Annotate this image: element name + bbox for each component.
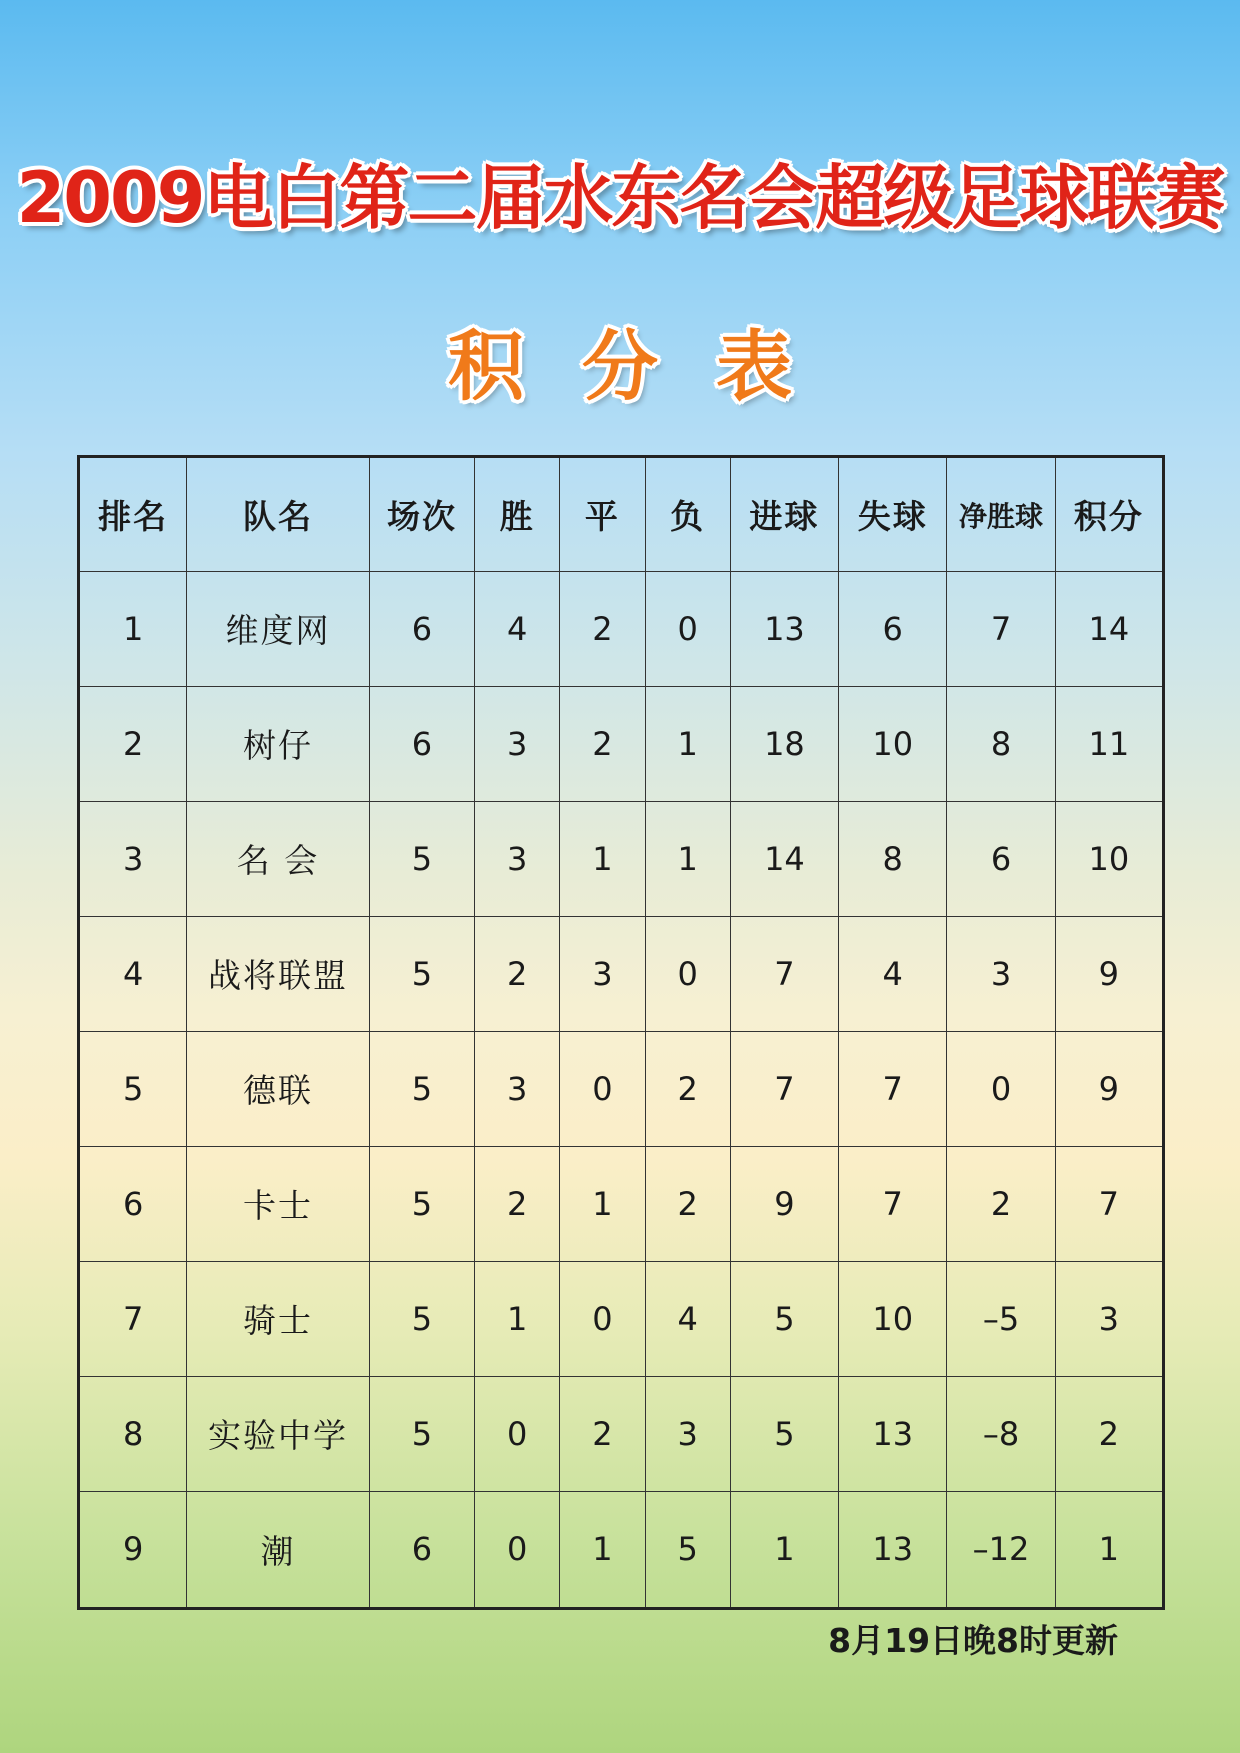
goal-difference-cell: 7 <box>947 572 1055 687</box>
played-cell: 5 <box>369 1146 474 1261</box>
rank-cell: 8 <box>79 1376 187 1491</box>
team-cell: 实验中学 <box>187 1376 370 1491</box>
drawn-cell: 1 <box>560 1491 645 1608</box>
drawn-cell: 0 <box>560 1261 645 1376</box>
lost-cell: 1 <box>645 801 730 916</box>
points-cell: 3 <box>1055 1261 1163 1376</box>
goals-for-cell: 5 <box>730 1376 838 1491</box>
header-drawn: 平 <box>560 457 645 572</box>
played-cell: 6 <box>369 686 474 801</box>
goals-for-cell: 7 <box>730 1031 838 1146</box>
points-cell: 9 <box>1055 916 1163 1031</box>
drawn-cell: 3 <box>560 916 645 1031</box>
header-goal-difference: 净胜球 <box>947 457 1055 572</box>
points-cell: 7 <box>1055 1146 1163 1261</box>
lost-cell: 5 <box>645 1491 730 1608</box>
rank-cell: 2 <box>79 686 187 801</box>
drawn-cell: 2 <box>560 572 645 687</box>
goals-against-cell: 10 <box>839 686 947 801</box>
goals-against-cell: 7 <box>839 1146 947 1261</box>
lost-cell: 2 <box>645 1146 730 1261</box>
goals-for-cell: 9 <box>730 1146 838 1261</box>
table-row <box>79 916 1164 1031</box>
points-cell: 10 <box>1055 801 1163 916</box>
rank-cell: 5 <box>79 1031 187 1146</box>
won-cell: 0 <box>475 1376 560 1491</box>
points-cell: 2 <box>1055 1376 1163 1491</box>
goals-for-cell: 7 <box>730 916 838 1031</box>
rank-cell: 4 <box>79 916 187 1031</box>
lost-cell: 3 <box>645 1376 730 1491</box>
won-cell: 2 <box>475 916 560 1031</box>
team-cell: 树仔 <box>187 686 370 801</box>
drawn-cell: 2 <box>560 686 645 801</box>
standings-table <box>77 455 1165 1610</box>
goal-difference-cell: 6 <box>947 801 1055 916</box>
header-lost: 负 <box>645 457 730 572</box>
rank-cell: 1 <box>79 572 187 687</box>
played-cell: 5 <box>369 1261 474 1376</box>
played-cell: 5 <box>369 916 474 1031</box>
won-cell: 1 <box>475 1261 560 1376</box>
played-cell: 6 <box>369 572 474 687</box>
goals-against-cell: 8 <box>839 801 947 916</box>
goals-against-cell: 4 <box>839 916 947 1031</box>
header-goals-against: 失球 <box>839 457 947 572</box>
rank-cell: 3 <box>79 801 187 916</box>
goals-for-cell: 5 <box>730 1261 838 1376</box>
table-row <box>79 572 1164 687</box>
header-played: 场次 <box>369 457 474 572</box>
drawn-cell: 2 <box>560 1376 645 1491</box>
rank-cell: 6 <box>79 1146 187 1261</box>
drawn-cell: 1 <box>560 801 645 916</box>
goal-difference-cell: 2 <box>947 1146 1055 1261</box>
won-cell: 2 <box>475 1146 560 1261</box>
goals-for-cell: 13 <box>730 572 838 687</box>
team-cell: 名 会 <box>187 801 370 916</box>
lost-cell: 0 <box>645 916 730 1031</box>
points-cell: 11 <box>1055 686 1163 801</box>
lost-cell: 1 <box>645 686 730 801</box>
rank-cell: 9 <box>79 1491 187 1608</box>
points-cell: 9 <box>1055 1031 1163 1146</box>
played-cell: 5 <box>369 1376 474 1491</box>
points-cell: 1 <box>1055 1491 1163 1608</box>
played-cell: 5 <box>369 1031 474 1146</box>
goals-for-cell: 14 <box>730 801 838 916</box>
team-cell: 战将联盟 <box>187 916 370 1031</box>
goals-against-cell: 13 <box>839 1491 947 1608</box>
goals-against-cell: 7 <box>839 1031 947 1146</box>
lost-cell: 4 <box>645 1261 730 1376</box>
page-title: 2009电白第二届水东名会超级足球联赛 <box>16 157 1224 239</box>
goals-against-cell: 6 <box>839 572 947 687</box>
drawn-cell: 0 <box>560 1031 645 1146</box>
table-row <box>79 801 1164 916</box>
team-cell: 骑士 <box>187 1261 370 1376</box>
drawn-cell: 1 <box>560 1146 645 1261</box>
goal-difference-cell: –8 <box>947 1376 1055 1491</box>
header-team: 队名 <box>187 457 370 572</box>
table-row <box>79 1491 1164 1608</box>
header-won: 胜 <box>475 457 560 572</box>
goal-difference-cell: –12 <box>947 1491 1055 1608</box>
goals-against-cell: 13 <box>839 1376 947 1491</box>
rank-cell: 7 <box>79 1261 187 1376</box>
won-cell: 3 <box>475 1031 560 1146</box>
header-points: 积分 <box>1055 457 1163 572</box>
table-row <box>79 1261 1164 1376</box>
team-cell: 卡士 <box>187 1146 370 1261</box>
header-rank: 排名 <box>79 457 187 572</box>
won-cell: 3 <box>475 686 560 801</box>
won-cell: 3 <box>475 801 560 916</box>
table-row <box>79 1376 1164 1491</box>
table-row <box>79 1031 1164 1146</box>
page-subtitle: 积分表 <box>448 322 850 411</box>
table-row <box>79 1146 1164 1261</box>
goals-for-cell: 18 <box>730 686 838 801</box>
lost-cell: 2 <box>645 1031 730 1146</box>
played-cell: 6 <box>369 1491 474 1608</box>
goals-for-cell: 1 <box>730 1491 838 1608</box>
goals-against-cell: 10 <box>839 1261 947 1376</box>
table-header-row <box>79 457 1164 572</box>
won-cell: 0 <box>475 1491 560 1608</box>
header-goals-for: 进球 <box>730 457 838 572</box>
goal-difference-cell: –5 <box>947 1261 1055 1376</box>
goal-difference-cell: 8 <box>947 686 1055 801</box>
goal-difference-cell: 3 <box>947 916 1055 1031</box>
played-cell: 5 <box>369 801 474 916</box>
goal-difference-cell: 0 <box>947 1031 1055 1146</box>
lost-cell: 0 <box>645 572 730 687</box>
table-row <box>79 686 1164 801</box>
team-cell: 德联 <box>187 1031 370 1146</box>
points-cell: 14 <box>1055 572 1163 687</box>
won-cell: 4 <box>475 572 560 687</box>
team-cell: 维度网 <box>187 572 370 687</box>
update-note: 8月19日晚8时更新 <box>828 1621 1118 1660</box>
team-cell: 潮 <box>187 1491 370 1608</box>
